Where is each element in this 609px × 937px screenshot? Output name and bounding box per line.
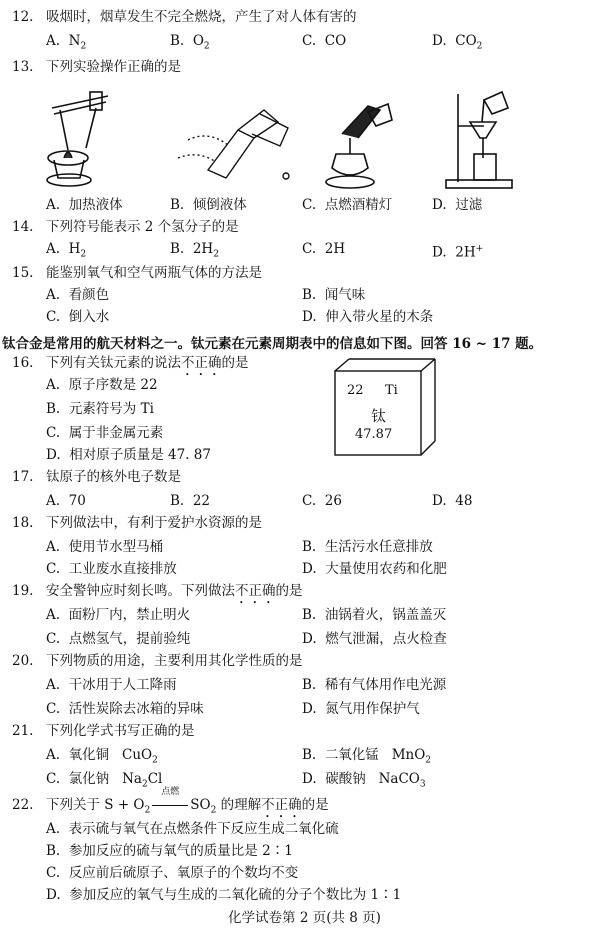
filtration-figure	[440, 86, 520, 192]
option-c: C. 26	[302, 493, 342, 509]
pouring-liquid-figure	[168, 100, 298, 188]
question-stem: 下列物质的用途，主要利用其化学性质的是	[46, 653, 303, 669]
question-stem: 钛原子的核外电子数是	[46, 469, 181, 485]
section-intro: 钛合金是常用的航天材料之一。钛元素在元素周期表中的信息如下图。回答 16 ~ 17 题。	[2, 336, 543, 352]
question-stem: 下列符号能表示 2 个氢分子的是	[46, 219, 239, 235]
option-d: D. 参加反应的氧气与生成的二氧化硫的分子个数比为 1∶1	[46, 887, 402, 903]
titanium-element-tile	[333, 357, 443, 457]
option-c: C. 属于非金属元素	[46, 425, 164, 441]
option-b: B. $O_2$	[170, 33, 210, 52]
question-number: 16.	[12, 355, 34, 371]
option-c: C. 2H	[302, 241, 346, 257]
question-number: 14.	[12, 219, 34, 235]
question-number: 22.	[12, 797, 34, 813]
option-d: D. 过滤	[432, 197, 483, 213]
question-stem: 能鉴别氧气和空气两瓶气体的方法是	[46, 265, 262, 281]
option-a: A. 氧化铜 CuO$_2$	[46, 747, 158, 766]
option-a: A. 使用节水型马桶	[46, 539, 164, 555]
question-number: 19.	[12, 583, 34, 599]
option-a: A. $H_2$	[46, 241, 87, 260]
page-footer: 化学试卷第 2 页(共 8 页)	[228, 910, 381, 926]
option-b: B. 生活污水任意排放	[302, 539, 433, 555]
option-b: B. 22	[170, 493, 210, 509]
option-d: D. 氮气用作保护气	[302, 701, 420, 717]
question-number: 17.	[12, 469, 34, 485]
option-d: D. $CO_2$	[432, 33, 483, 52]
atomic-number: 22	[347, 383, 364, 398]
atomic-mass: 47.87	[355, 427, 393, 442]
option-c: C. 倒入水	[46, 309, 110, 325]
question-number: 18.	[12, 515, 34, 531]
lighting-alcohol-lamp-figure	[318, 98, 398, 192]
option-a: A. 表示硫与氧气在点燃条件下反应生成二氧化硫	[46, 821, 339, 837]
option-b: B. 二氧化锰 MnO$_2$	[302, 747, 432, 766]
question-number: 20.	[12, 653, 34, 669]
option-a: A. 70	[46, 493, 86, 509]
option-b: B. 参加反应的硫与氧气的质量比是 2∶1	[46, 843, 293, 859]
question-stem: 下列实验操作正确的是	[46, 59, 181, 75]
option-d: D. 伸入带火星的木条	[302, 309, 434, 325]
option-c: C. 点燃酒精灯	[302, 197, 393, 213]
question-number: 13.	[12, 59, 34, 75]
option-d: D. 大量使用农药和化肥	[302, 561, 447, 577]
option-d: D. 48	[432, 493, 473, 509]
option-a: A. 原子序数是 22	[46, 377, 158, 393]
element-box-outline	[333, 357, 443, 457]
option-a: A. 面粉厂内，禁止明火	[46, 607, 191, 623]
option-b: B. 稀有气体用作电光源	[302, 677, 447, 693]
option-b: B. 闻气味	[302, 287, 366, 303]
question-stem: 下列做法中，有利于爱护水资源的是	[46, 515, 262, 531]
option-c: C. 氯化钠 $Na_2Cl$	[46, 771, 163, 790]
option-d: D. 2H+	[432, 244, 484, 261]
option-c: C. 反应前后硫原子、氧原子的个数均不变	[46, 865, 299, 881]
option-c: C. 活性炭除去冰箱的异味	[46, 701, 204, 717]
question-stem: 下列化学式书写正确的是	[46, 723, 195, 739]
option-a: A. 看颜色	[46, 287, 110, 303]
question-stem: 吸烟时，烟草发生不完全燃烧，产生了对人体有害的	[46, 9, 357, 25]
option-a: A. $N_2$	[46, 33, 87, 52]
option-a: A. 加热液体	[46, 197, 123, 213]
question-number: 21.	[12, 723, 34, 739]
option-a: A. 干冰用于人工降雨	[46, 677, 177, 693]
question-stem: 安全警钟应时刻长鸣。下列做法不正确的是	[46, 583, 303, 599]
question-stem: 下列关于 $S + O_2$ 点燃 $SO_2$ 的理解不正确的是	[46, 787, 329, 816]
option-b: B. 油锅着火，锅盖盖灭	[302, 607, 447, 623]
option-d: D. 相对原子质量是 47. 87	[46, 447, 211, 463]
heating-liquid-figure	[38, 88, 118, 192]
option-d: D. 碳酸钠 NaCO$_3$	[302, 771, 426, 790]
question-number: 12.	[12, 9, 34, 25]
option-b: B. $2H_2$	[170, 241, 219, 260]
question-stem: 下列有关钛元素的说法不正确的是	[46, 355, 249, 371]
option-c: C. 工业废水直接排放	[46, 561, 177, 577]
element-name: 钛	[371, 407, 387, 425]
option-d: D. 燃气泄漏，点火检查	[302, 631, 447, 647]
option-c: C. CO	[302, 33, 347, 49]
reaction-condition: 点燃	[150, 796, 190, 814]
option-b: B. 倾倒液体	[170, 197, 247, 213]
element-symbol: Ti	[385, 383, 398, 398]
option-b: B. 元素符号为 Ti	[46, 401, 154, 417]
question-number: 15.	[12, 265, 34, 281]
option-c: C. 点燃氢气，提前验纯	[46, 631, 191, 647]
